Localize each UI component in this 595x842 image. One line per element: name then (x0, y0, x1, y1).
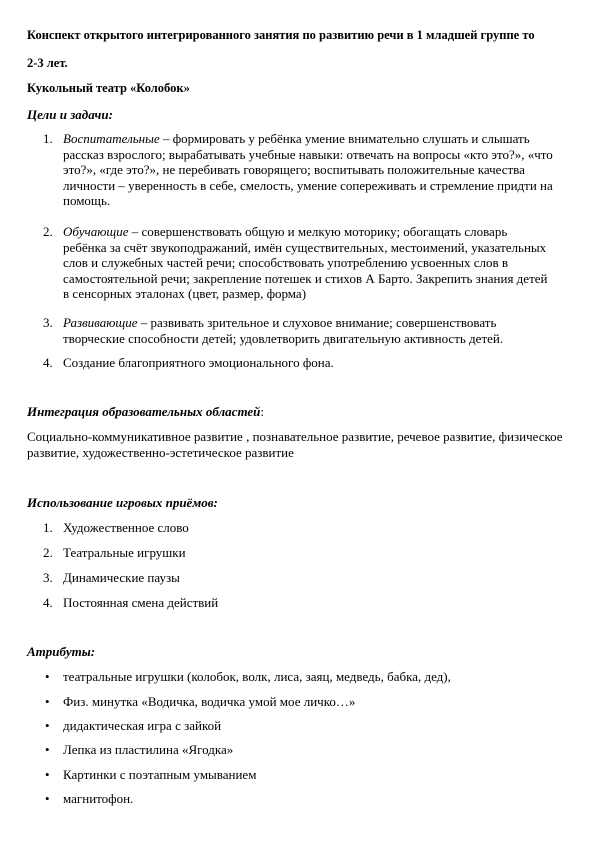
list-item-text: Физ. минутка «Водичка, водичка умой мое личко…» (63, 694, 356, 709)
list-number: 4. (43, 595, 53, 610)
goal-description: Создание благоприятного эмоционального фона. (63, 355, 334, 370)
bullet-marker: • (45, 669, 50, 684)
integration-heading-colon: : (260, 404, 265, 419)
list-item-text: Художественное слово (63, 520, 189, 535)
list-item-text: магнитофон. (63, 791, 134, 806)
list-item-text: Постоянная смена действий (63, 595, 219, 610)
integration-heading (27, 404, 264, 420)
techniques-heading: Использование игровых приёмов: (27, 495, 218, 510)
bullet-marker: • (45, 718, 50, 733)
goal-term: Воспитательные (63, 131, 160, 146)
document-subtitle: Кукольный театр «Колобок» (27, 81, 190, 95)
goal-description: – совершенствовать общую и мелкую моторику; обогащать словарь ребёнка за счёт звукоподражаний, имён существительных, местоимений, указательных слов и служебных частей речи; способствовать употреблению усвоенных слов в самостоятельной речи; закрепление потешек и стихов А Барто. Закрепить знания детей в сенсорных эталонах (цвет, размер, форма) (63, 224, 548, 301)
list-item-text (63, 131, 553, 209)
bullet-marker: • (45, 694, 50, 709)
list-number: 1. (43, 131, 53, 146)
list-item-text: дидактическая игра с зайкой (63, 718, 222, 733)
list-number: 2. (43, 545, 53, 560)
bullet-marker: • (45, 767, 50, 782)
list-item-text: театральные игрушки (колобок, волк, лиса, заяц, медведь, бабка, дед), (63, 669, 451, 684)
document-title-line-2: 2-3 лет. (27, 56, 68, 70)
goal-term: Развивающие (63, 315, 138, 330)
list-item-text: Театральные игрушки (63, 545, 186, 560)
integration-text: Социально-коммуникативное развитие , познавательное развитие, речевое развитие, физическое развитие, художественно-эстетическое развитие (27, 429, 563, 460)
list-item-text (63, 315, 553, 346)
goals-heading: Цели и задачи: (27, 107, 113, 122)
list-number: 3. (43, 315, 53, 330)
goal-description: – развивать зрительное и слуховое внимание; совершенствовать творческие способности детей; удовлетворить двигательную активность детей. (63, 315, 504, 346)
list-number: 3. (43, 570, 53, 585)
document-title-line-1: Конспект открытого интегрированного занятия по развитию речи в 1 младшей группе то (27, 28, 535, 42)
integration-heading-text: Интеграция образовательных областей (27, 404, 261, 419)
goal-description: – формировать у ребёнка умение внимательно слушать и слышать рассказ взрослого; вырабатывать учебные навыки: отвечать на вопросы «кто это?», «что это?», «где это?», не перебивать говорящего; воспитывать положительные качества личности – уверенность в себе, смелость, умение сопереживать и стремление придти на помощь. (63, 131, 553, 208)
list-item-text (63, 355, 553, 371)
attributes-heading: Атрибуты: (27, 644, 96, 659)
list-number: 1. (43, 520, 53, 535)
goal-term: Обучающие (63, 224, 129, 239)
list-item-text (63, 224, 553, 302)
list-item-text: Лепка из пластилина «Ягодка» (63, 742, 234, 757)
list-item-text: Картинки с поэтапным умыванием (63, 767, 257, 782)
bullet-marker: • (45, 742, 50, 757)
list-number: 4. (43, 355, 53, 370)
list-item-text: Динамические паузы (63, 570, 180, 585)
list-number: 2. (43, 224, 53, 239)
bullet-marker: • (45, 791, 50, 806)
